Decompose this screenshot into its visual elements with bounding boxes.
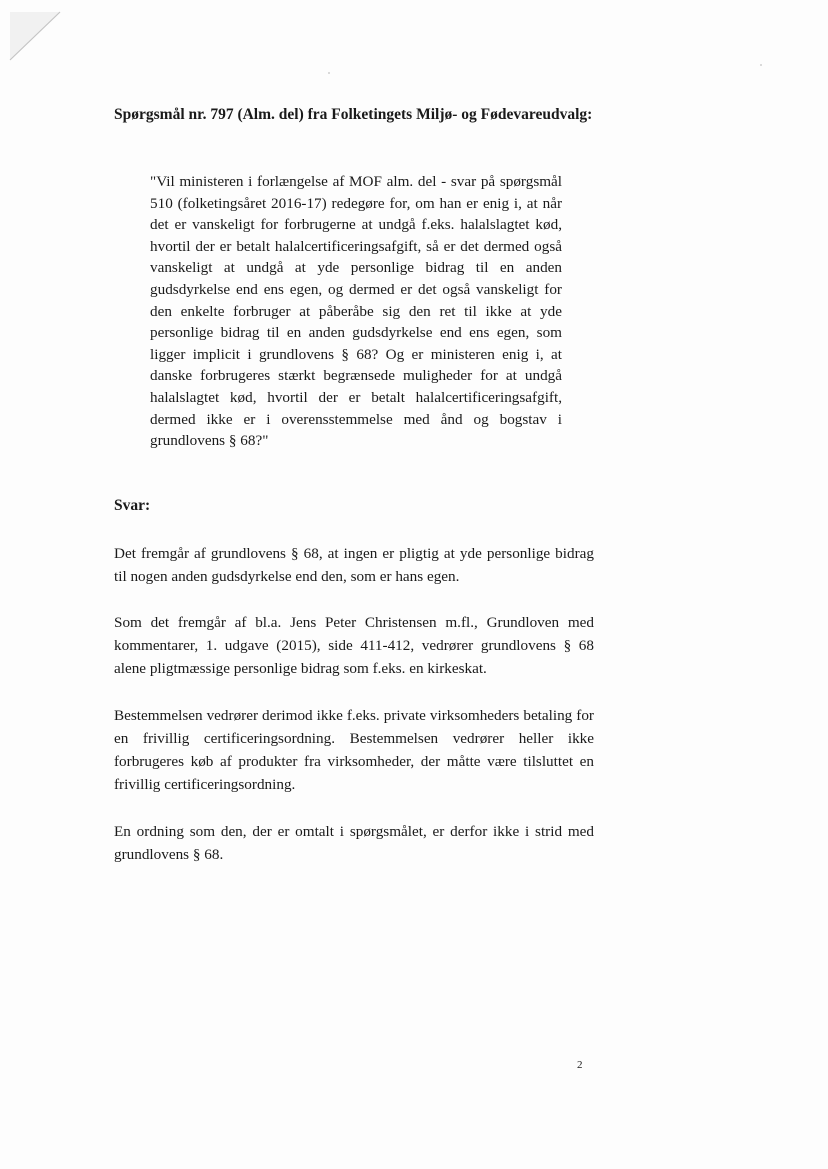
scan-speck [760,64,762,66]
question-heading: Spørgsmål nr. 797 (Alm. del) fra Folketingets Miljø- og Fødevareudvalg: [114,106,593,123]
answer-paragraph: Bestemmelsen vedrører derimod ikke f.eks. private virksomheders betaling for en frivillig certificeringsordning. Bestemmelsen vedrører heller ikke forbrugeres køb af produkter fra virksomheder, der måtte være tilsluttet en frivillig certificeringsordning. [114,707,594,793]
answer-paragraph: Det fremgår af grundlovens § 68, at ingen er pligtig at yde personlige bidrag til nogen anden gudsdyrkelse end den, som er hans egen. [114,545,594,585]
answer-paragraph: En ordning som den, der er omtalt i spørgsmålet, er derfor ikke i strid med grundlovens § 68. [114,823,594,863]
scan-speck [328,72,330,74]
folded-corner-mark [8,10,62,62]
answer-heading: Svar: [114,497,151,514]
answer-paragraph: Som det fremgår af bl.a. Jens Peter Christensen m.fl., Grundloven med kommentarer, 1. udgave (2015), side 411-412, vedrører grundlovens § 68 alene pligtmæssige personlige bidrag som f.eks. en kirkeskat. [114,614,594,677]
page-number: 2 [577,1059,583,1071]
question-text: "Vil ministeren i forlængelse af MOF alm. del - svar på spørgsmål 510 (folketingsåret 2016-17) redegøre for, om han er enig i, at når det er vanskeligt for forbrugerne at undgå f.eks. halalslagtet kød, hvortil der er betalt halalcertificeringsafgift, så er det dermed også vanskeligt at undgå at yde personlige bidrag til en anden gudsdyrkelse end ens egen, og dermed er det også vanskeligt for den enkelte forbruger at påberåbe sig den ret til ikke at yde personlige bidrag til en anden gudsdyrkelse end ens egen, som ligger implicit i grundlovens § 68? Og er ministeren enig i, at danske forbrugeres stærkt begrænsede muligheder for at undgå halalslagtet kød, hvortil der er betalt halalcertificeringsafgift, dermed ikke er i overensstemmelse med ånd og bogstav i grundlovens § 68?" [150,173,562,450]
